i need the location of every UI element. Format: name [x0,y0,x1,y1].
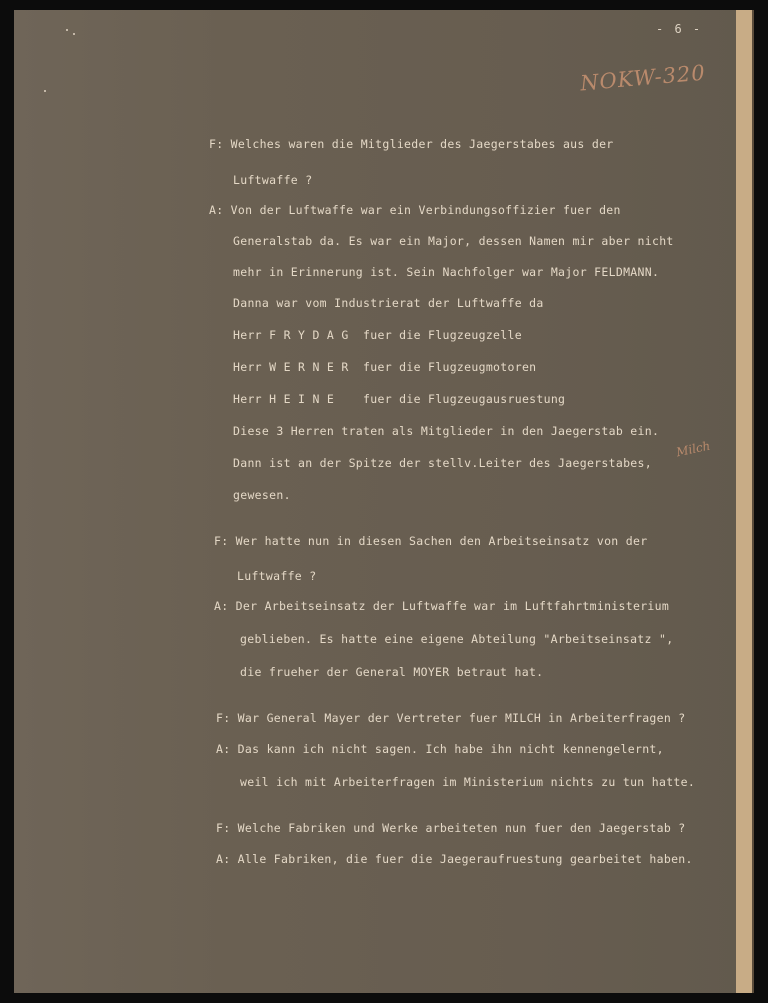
paper-edge [736,10,752,993]
dust-speck [44,90,46,92]
question-line: F: Welche Fabriken und Werke arbeiteten nun fuer den Jaegerstab ? [216,821,686,835]
answer-line: A: Alle Fabriken, die fuer die Jaegeraufruestung gearbeitet haben. [216,852,693,866]
text-line: geblieben. Es hatte eine eigene Abteilung "Arbeitseinsatz ", [240,632,674,646]
dust-speck [73,33,75,35]
page-number: - 6 - [656,22,703,36]
text-line: Dann ist an der Spitze der stellv.Leiter des Jaegerstabes, [233,456,652,470]
text-line: die frueher der General MOYER betraut hat. [240,665,544,679]
archive-stamp: NOKW-320 [579,60,707,96]
question-line: F: War General Mayer der Vertreter fuer MILCH in Arbeiterfragen ? [216,711,686,725]
text-line: Danna war vom Industrierat der Luftwaffe da [233,296,544,310]
text-line: weil ich mit Arbeiterfragen im Ministerium nichts zu tun hatte. [240,775,696,789]
text-line: Herr F R Y D A G fuer die Flugzeugzelle [233,328,522,342]
paper-edge-shadow [752,10,754,993]
text-line: Luftwaffe ? [233,173,313,187]
text-line: Generalstab da. Es war ein Major, dessen Namen mir aber nicht [233,234,674,248]
answer-line: A: Das kann ich nicht sagen. Ich habe ihn nicht kennengelernt, [216,742,664,756]
answer-line: A: Von der Luftwaffe war ein Verbindungsoffizier fuer den [209,203,621,217]
answer-line: A: Der Arbeitseinsatz der Luftwaffe war im Luftfahrtministerium [214,599,670,613]
handwritten-note: Milch [674,438,712,460]
text-line: Diese 3 Herren traten als Mitglieder in den Jaegerstab ein. [233,424,660,438]
text-line: Herr W E R N E R fuer die Flugzeugmotoren [233,360,537,374]
text-line: gewesen. [233,488,291,502]
question-line: F: Wer hatte nun in diesen Sachen den Arbeitseinsatz von der [214,534,648,548]
text-line: Herr H E I N E fuer die Flugzeugausruestung [233,392,566,406]
text-line: Luftwaffe ? [237,569,317,583]
dust-speck [66,29,68,31]
question-line: F: Welches waren die Mitglieder des Jaegerstabes aus der [209,137,614,151]
document-page [14,10,750,993]
text-line: mehr in Erinnerung ist. Sein Nachfolger war Major FELDMANN. [233,265,660,279]
